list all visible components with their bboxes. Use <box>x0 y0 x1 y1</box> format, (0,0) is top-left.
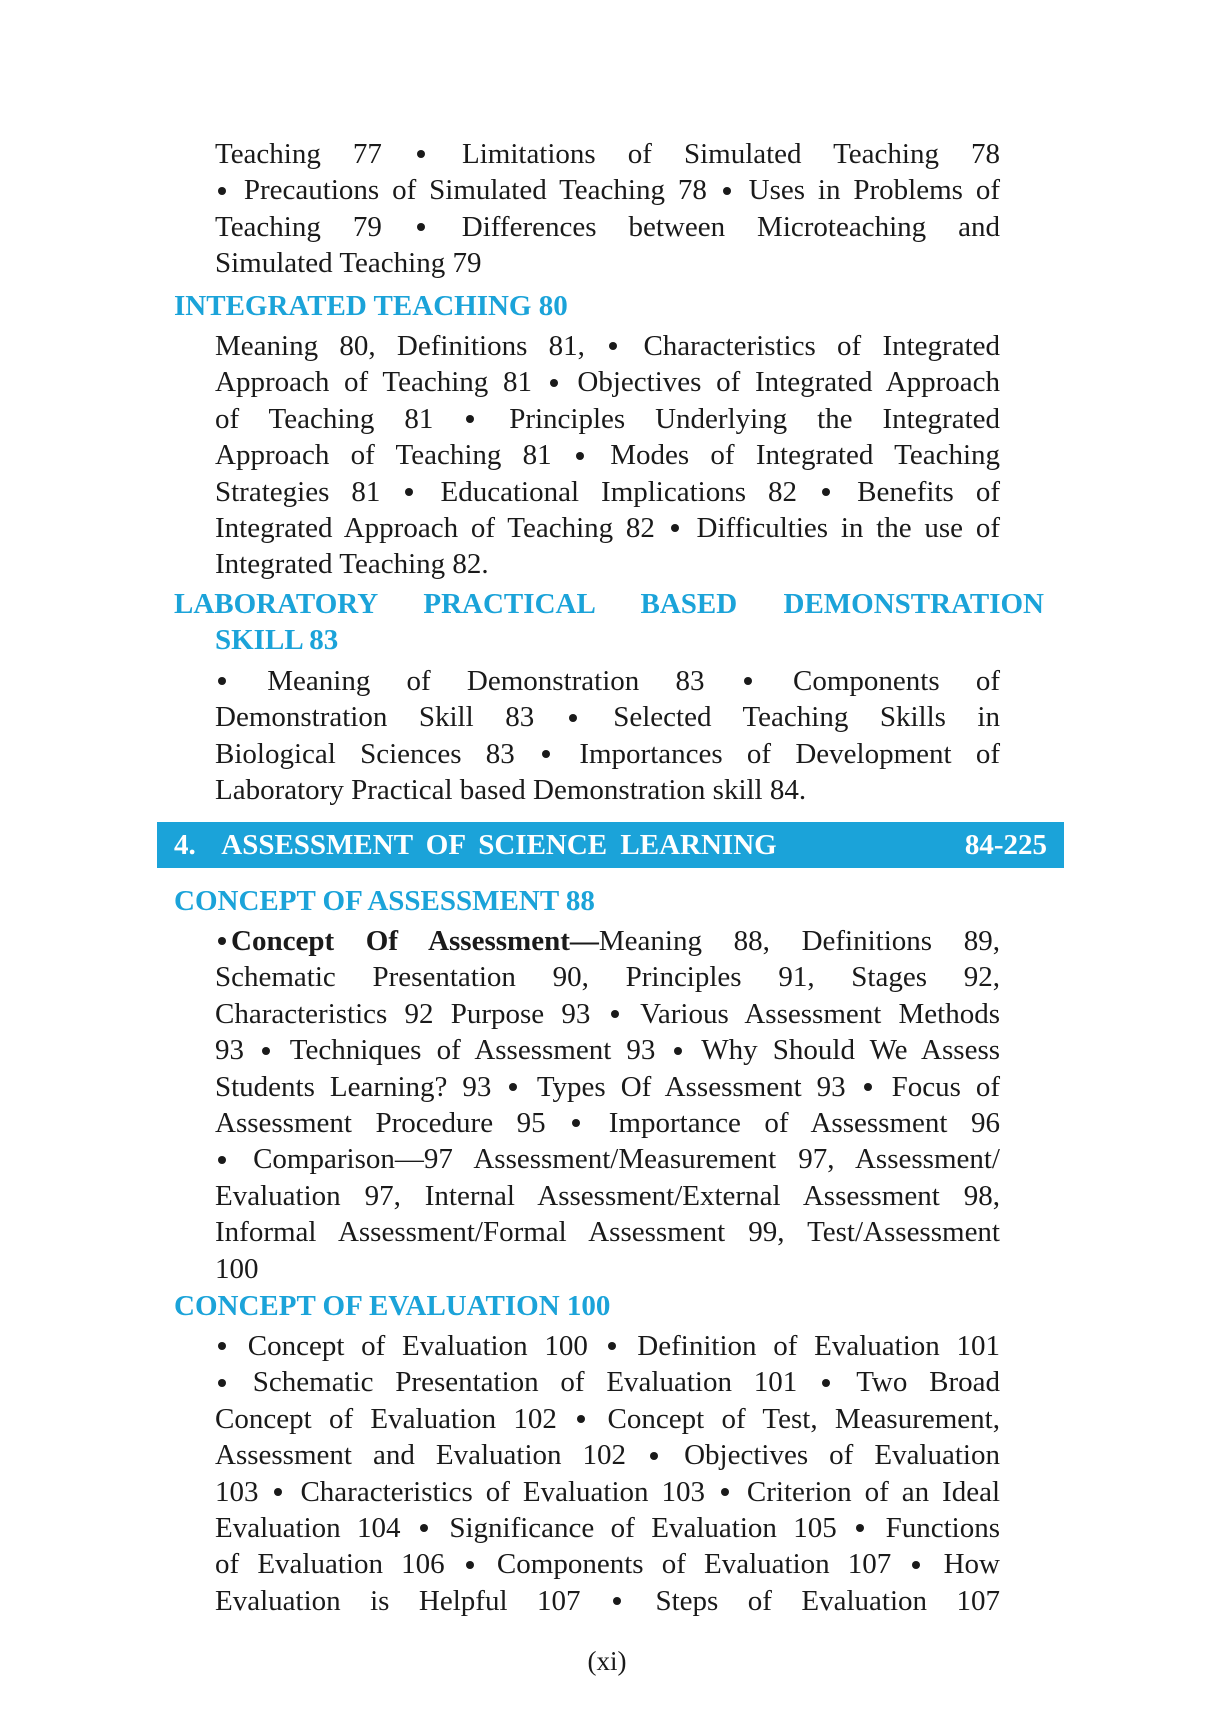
bullet-icon <box>611 1010 619 1018</box>
bullet-icon <box>274 1488 282 1496</box>
text-line: Laboratory Practical based Demonstration skill 84. <box>215 774 807 807</box>
evaluation-entries <box>215 1328 1000 1619</box>
bullet-icon <box>218 1156 226 1164</box>
text-line: Teaching 77 Limitations of Simulated Teaching 78 <box>215 138 1000 170</box>
bullet-icon <box>417 150 425 158</box>
text-line: Concept of Evaluation 102 Concept of Test, Measurement, <box>215 1402 1000 1435</box>
bullet-icon <box>466 1561 474 1569</box>
bullet-icon <box>542 750 550 758</box>
evaluation-heading: CONCEPT OF EVALUATION 100 <box>174 1290 611 1322</box>
bullet-icon <box>650 1452 658 1460</box>
bullet-icon <box>218 937 226 945</box>
bullet-icon <box>262 1047 270 1055</box>
text-line: 100 <box>215 1252 259 1285</box>
assessment-heading: CONCEPT OF ASSESSMENT 88 <box>174 885 595 917</box>
text-line: Approach of Teaching 81 Objectives of Integrated Approach <box>215 366 1000 399</box>
text-line: Evaluation 97, Internal Assessment/External Assessment 98, <box>215 1179 1000 1212</box>
bullet-icon <box>218 1379 226 1387</box>
laboratory-demonstration-heading <box>174 586 1044 659</box>
text-line: of Teaching 81 Principles Underlying the Integrated <box>215 402 1000 435</box>
chapter-page-range: 84-225 <box>964 829 1047 861</box>
text-line: Teaching 79 Differences between Microteaching and <box>215 210 1000 243</box>
text-line: Integrated Approach of Teaching 82 Difficulties in the use of <box>215 512 1000 545</box>
chapter-banner <box>157 822 1064 868</box>
page-number: (xi) <box>587 1646 627 1676</box>
text-line: 93 Techniques of Assessment 93 Why Should We Assess <box>215 1034 1001 1067</box>
text-line: Evaluation 104 Significance of Evaluation 105 Functions <box>215 1512 1000 1545</box>
bullet-icon <box>466 415 474 423</box>
bullet-icon <box>577 1415 585 1423</box>
text-line: Comparison—97 Assessment/Measurement 97, Assessment/ <box>215 1141 1000 1177</box>
text-line: Demonstration Skill 83 Selected Teaching Skills in <box>215 701 1000 734</box>
bullet-icon <box>569 714 577 722</box>
bullet-icon <box>721 1488 729 1496</box>
text-line: Concept of Evaluation 100 Definition of Evaluation 101 <box>215 1328 1000 1364</box>
laboratory-heading-line1: LABORATORY PRACTICAL BASED DEMONSTRATION <box>174 588 1044 620</box>
text-line: Meaning 80, Definitions 81, Characteristics of Integrated <box>215 330 1001 362</box>
text-line: Biological Sciences 83 Importances of Development of <box>215 737 1000 770</box>
bullet-icon <box>674 1047 682 1055</box>
bullet-icon <box>420 1524 428 1532</box>
text-line: Informal Assessment/Formal Assessment 99, Test/Assessment <box>215 1216 1000 1249</box>
text-line: Schematic Presentation of Evaluation 101 Two Broad <box>215 1364 1000 1400</box>
bullet-icon <box>912 1561 920 1569</box>
text-line: Integrated Teaching 82. <box>215 548 489 581</box>
assessment-bold-term: Concept Of Assessment— <box>231 925 599 957</box>
text-line: Meaning of Demonstration 83 Components of <box>215 663 1000 699</box>
bullet-icon <box>405 488 413 496</box>
text-line: 103 Characteristics of Evaluation 103 Criterion of an Ideal <box>215 1475 1001 1508</box>
assessment-more-lines <box>215 959 1000 1287</box>
bullet-icon <box>576 452 584 460</box>
assessment-first-line-rest: Meaning 88, Definitions 89, <box>598 925 1000 957</box>
text-line: Assessment and Evaluation 102 Objectives of Evaluation <box>215 1439 1000 1472</box>
bullet-icon <box>822 1379 830 1387</box>
bullet-icon <box>671 524 679 532</box>
bullet-icon <box>218 1342 226 1350</box>
text-line: of Evaluation 106 Components of Evaluation 107 How <box>215 1548 1000 1581</box>
text-line: Assessment Procedure 95 Importance of Assessment 96 <box>215 1107 1000 1140</box>
text-line: Students Learning? 93 Types Of Assessment 93 Focus of <box>215 1070 1001 1103</box>
bullet-icon <box>608 1342 616 1350</box>
bullet-icon <box>218 187 226 195</box>
text-line: Evaluation is Helpful 107 Steps of Evaluation 107 <box>215 1584 1000 1617</box>
bullet-icon <box>864 1083 872 1091</box>
laboratory-heading-line2: SKILL 83 <box>215 624 339 657</box>
bullet-icon <box>723 187 731 195</box>
chapter-number: 4. <box>174 829 196 861</box>
integrated-teaching-entries <box>215 328 1000 583</box>
bullet-icon <box>417 223 425 231</box>
bullet-icon <box>550 379 558 387</box>
bullet-icon <box>509 1083 517 1091</box>
bullet-icon <box>856 1524 864 1532</box>
laboratory-demonstration-entries <box>215 663 1000 809</box>
bullet-icon <box>822 488 830 496</box>
text-line: Schematic Presentation 90, Principles 91, Stages 92, <box>215 961 1000 994</box>
text-line: Precautions of Simulated Teaching 78 Uses in Problems of <box>215 172 1000 208</box>
text-line: Strategies 81 Educational Implications 82 Benefits of <box>215 475 1000 508</box>
bullet-icon <box>218 677 226 685</box>
simulated-teaching-entries <box>215 136 1000 282</box>
assessment-entries <box>215 923 1000 1287</box>
bullet-icon <box>744 677 752 685</box>
assessment-first-line <box>215 923 1000 959</box>
bullet-icon <box>609 342 617 350</box>
text-line: Characteristics 92 Purpose 93 Various Assessment Methods <box>215 997 1000 1030</box>
text-line: Approach of Teaching 81 Modes of Integrated Teaching <box>215 439 1001 472</box>
chapter-title: ASSESSMENT OF SCIENCE LEARNING <box>221 829 777 861</box>
text-line: Simulated Teaching 79 <box>215 247 482 280</box>
integrated-teaching-heading: INTEGRATED TEACHING 80 <box>174 290 568 322</box>
bullet-icon <box>613 1597 621 1605</box>
bullet-icon <box>572 1119 580 1127</box>
